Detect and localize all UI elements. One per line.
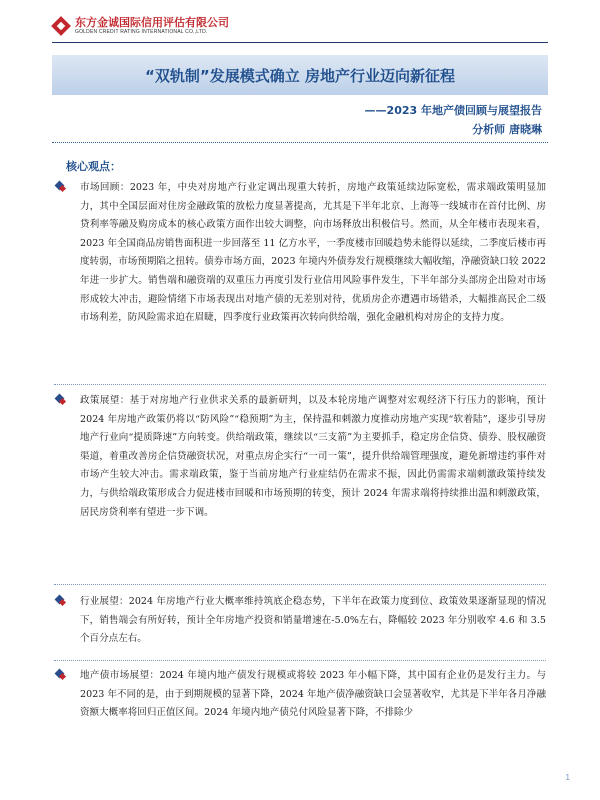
company-name-cn: 东方金诚国际信用评估有限公司 (75, 16, 229, 29)
section-text: 政策展望：基于对房地产行业供求关系的最新研判，以及本轮房地产调整对宏观经济下行压力的影响，预计 2024 年房地产政策仍将以“防风险”“稳预期”为主，保持温和刺激力度推动房地产实现“软着陆”，逐步引导房地产行业向“提质降速”方向转变。供给端政策，继续以“三支箭”为主要抓手，稳定房企信贷、债券、股权融资渠道，着重改善房企信贷融资状况，对重点房企实行“一司一策”，提升供给端管理强度，避免新增违约事件对市场产生较大冲击。需求端政策，鉴于当前房地产行业症结仍在需求不振，因此仍需需求端刺激政策持续发力，与供给端政策形成合力促进楼市回暖和市场预期的转变，预计 2024 年需求端将持续推出温和刺激政策，居民房贷利率有望进一步下调。 (80, 395, 546, 518)
company-logo (52, 16, 312, 42)
section-text: 地产债市场展望：2024 年境内地产债发行规模或将较 2023 年小幅下降，其中国有企业仍是发行主力。与 2023 年不同的是，由于到期规模的显著下降，2024 年地产债净融资缺口会显著收窄，尤其是下半年各月净融资额大概率将回归正值区间。2024 年境内地产债兑付风险显著下降，不排除少 (80, 670, 546, 719)
report-subtitle: ——2023 年地产债回顾与展望报告 (364, 104, 542, 117)
section-text: 市场回顾：2023 年，中央对房地产行业定调出现重大转折，房地产政策延续边际宽松，需求端政策明显加力，其中全国层面对住房金融政策的放松力度显著提高，尤其是下半年北京、上海等一线城市在首付比例、房贷利率等融及购房成本的核心政策方面作出较大调整，向市场释放出积极信号。然而，从全年楼市表现来看，2023 年全国商品房销售面积进一步回落至 11 亿方水平，一季度楼市回暖趋势未能得以延续，二季度后楼市再度转弱，市场预期陷之扭转。债券市场方面，2023 年境内外债券发行规模继续大幅收缩，净融资缺口较 2022 年进一步扩大。销售端和融资端的双重压力再度引发行业信用风险事件发生，下半年部分头部房企出险对市场形成较大冲击，避险情绪下市场表现出对地产债的无差别对待，优质房企亦遭遇市场错杀，大幅推高民企二级市场利差，防风险需求迫在眉睫，四季度行业政策再次转向供给端，强化金融机构对房企的支持力度。 (80, 182, 546, 324)
page-number: 1 (565, 773, 570, 782)
section-industry-outlook (54, 593, 546, 649)
key-points-heading: 核心观点： (66, 160, 121, 173)
section-divider (54, 584, 546, 585)
header-divider (52, 42, 548, 43)
bullet-diamond-icon (54, 668, 66, 680)
logo-diamond-icon (52, 17, 70, 35)
section-divider (54, 660, 546, 661)
section-market-review (54, 179, 546, 328)
bullet-diamond-icon (54, 594, 66, 606)
company-name-en: GOLDEN CREDIT RATING INTERNATIONAL CO.,LTD. (75, 29, 208, 35)
bullet-diamond-icon (54, 393, 66, 405)
report-author: 分析师 唐晓琳 (472, 123, 542, 136)
section-text: 行业展望：2024 年房地产行业大概率维持筑底企稳态势，下半年在政策力度到位、政策效果逐渐显现的情况下，销售端会有所好转，预计全年房地产投资和销量增速在-5.0%左右，降幅较 2023 年分别收窄 4.6 和 3.5 个百分点左右。 (80, 596, 546, 645)
title-divider (52, 142, 548, 143)
section-divider (54, 384, 546, 385)
report-title: “双轨制”发展模式确立 房地产行业迈向新征程 (145, 66, 455, 85)
title-banner (52, 55, 548, 95)
bullet-diamond-icon (54, 180, 66, 192)
section-bond-market-outlook (54, 667, 546, 745)
section-policy-outlook (54, 392, 546, 522)
